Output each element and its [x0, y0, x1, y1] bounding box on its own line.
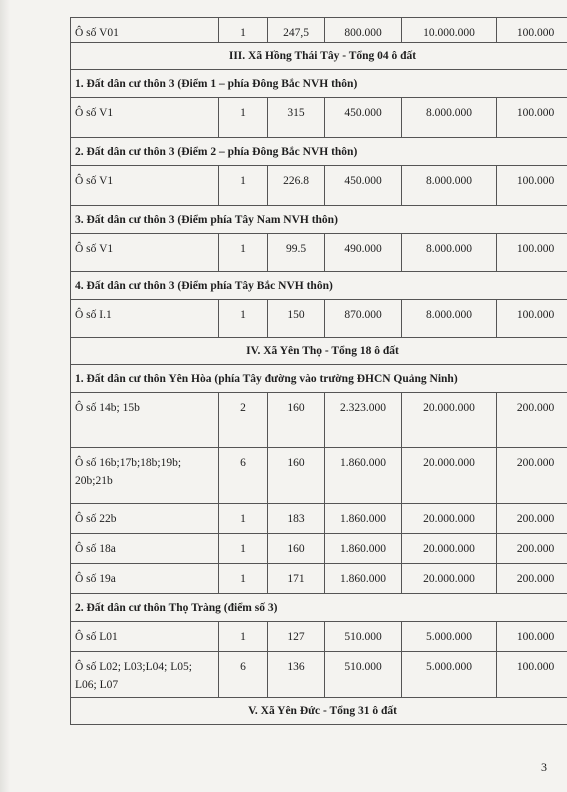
table-row: [71, 393, 567, 448]
fee-cell: 100.000: [497, 234, 567, 272]
deposit-cell: 5.000.000: [402, 652, 497, 698]
lot-name-cell: Ô số I.1: [71, 300, 219, 338]
fee-cell: 200.000: [497, 504, 567, 534]
lot-name-cell: Ô số L01: [71, 622, 219, 652]
deposit-cell: 8.000.000: [402, 300, 497, 338]
subsection-heading-row: [71, 138, 567, 166]
deposit-cell: 20.000.000: [402, 393, 497, 448]
subsection-heading-row: [71, 365, 567, 393]
subsection-heading: 1. Đất dân cư thôn 3 (Điểm 1 – phía Đông Bắc NVH thôn): [71, 70, 567, 98]
section-heading-row: [71, 698, 567, 725]
unit-price-cell: 1.860.000: [325, 534, 402, 564]
table-row: [71, 564, 567, 594]
lot-name-cell: Ô số 18a: [71, 534, 219, 564]
land-lot-table: [70, 17, 567, 725]
lot-count-cell: 1: [219, 504, 268, 534]
lot-count-cell: 1: [219, 534, 268, 564]
table-row: [71, 300, 567, 338]
lot-name-cell: Ô số V1: [71, 234, 219, 272]
subsection-heading: 2. Đất dân cư thôn 3 (Điểm 2 – phía Đông Bắc NVH thôn): [71, 138, 567, 166]
unit-price-cell: 1.860.000: [325, 564, 402, 594]
section-heading: V. Xã Yên Đức - Tổng 31 ô đất: [71, 698, 567, 725]
area-cell: 150: [268, 300, 325, 338]
deposit-cell: 20.000.000: [402, 504, 497, 534]
table-row: [71, 622, 567, 652]
fee-cell: 100.000: [497, 652, 567, 698]
area-cell: 183: [268, 504, 325, 534]
lot-name-cell: Ô số 22b: [71, 504, 219, 534]
lot-count-cell: 1: [219, 98, 268, 138]
table-row: [71, 504, 567, 534]
lot-count-cell: 1: [219, 234, 268, 272]
lot-count-cell: 1: [219, 300, 268, 338]
fee-cell: 100.000: [497, 300, 567, 338]
subsection-heading: 3. Đất dân cư thôn 3 (Điểm phía Tây Nam NVH thôn): [71, 206, 567, 234]
subsection-heading-row: [71, 206, 567, 234]
area-cell: 160: [268, 393, 325, 448]
area-cell: 315: [268, 98, 325, 138]
deposit-cell: 8.000.000: [402, 98, 497, 138]
table-row: [71, 166, 567, 206]
unit-price-cell: 490.000: [325, 234, 402, 272]
unit-price-cell: 1.860.000: [325, 448, 402, 504]
section-heading: III. Xã Hồng Thái Tây - Tổng 04 ô đất: [71, 43, 567, 70]
fee-cell: 100.000: [497, 166, 567, 206]
table-row: [71, 18, 567, 43]
subsection-heading: 2. Đất dân cư thôn Thọ Tràng (điểm số 3): [71, 594, 567, 622]
unit-price-cell: 510.000: [325, 652, 402, 698]
fee-cell: 200.000: [497, 393, 567, 448]
lot-count-cell: 1: [219, 622, 268, 652]
fee-cell: 100.000: [497, 18, 567, 43]
unit-price-cell: 450.000: [325, 98, 402, 138]
subsection-heading: 1. Đất dân cư thôn Yên Hòa (phía Tây đường vào trường ĐHCN Quảng Ninh): [71, 365, 567, 393]
fee-cell: 200.000: [497, 534, 567, 564]
lot-count-cell: 6: [219, 652, 268, 698]
lot-name-cell: Ô số V01: [71, 18, 219, 43]
table-row: [71, 98, 567, 138]
table-row: [71, 652, 567, 698]
unit-price-cell: 800.000: [325, 18, 402, 43]
lot-name-cell: Ô số V1: [71, 166, 219, 206]
lot-count-cell: 1: [219, 166, 268, 206]
page-number: 3: [541, 760, 547, 774]
page-edge-shadow: [0, 0, 10, 792]
lot-name-cell: Ô số 19a: [71, 564, 219, 594]
area-cell: 160: [268, 534, 325, 564]
deposit-cell: 20.000.000: [402, 564, 497, 594]
lot-count-cell: 1: [219, 18, 268, 43]
deposit-cell: 5.000.000: [402, 622, 497, 652]
area-cell: 127: [268, 622, 325, 652]
lot-name-cell: Ô số 16b;17b;18b;19b; 20b;21b: [71, 448, 219, 504]
deposit-cell: 20.000.000: [402, 534, 497, 564]
lot-count-cell: 6: [219, 448, 268, 504]
table-row: [71, 234, 567, 272]
lot-count-cell: 2: [219, 393, 268, 448]
deposit-cell: 10.000.000: [402, 18, 497, 43]
unit-price-cell: 510.000: [325, 622, 402, 652]
table-row: [71, 448, 567, 504]
lot-name-cell: Ô số L02; L03;L04; L05; L06; L07: [71, 652, 219, 698]
subsection-heading-row: [71, 70, 567, 98]
lot-count-cell: 1: [219, 564, 268, 594]
unit-price-cell: 1.860.000: [325, 504, 402, 534]
fee-cell: 200.000: [497, 448, 567, 504]
deposit-cell: 20.000.000: [402, 448, 497, 504]
deposit-cell: 8.000.000: [402, 166, 497, 206]
unit-price-cell: 870.000: [325, 300, 402, 338]
area-cell: 247,5: [268, 18, 325, 43]
section-heading: IV. Xã Yên Thọ - Tổng 18 ô đất: [71, 338, 567, 365]
fee-cell: 100.000: [497, 98, 567, 138]
area-cell: 136: [268, 652, 325, 698]
section-heading-row: [71, 43, 567, 70]
lot-name-cell: Ô số 14b; 15b: [71, 393, 219, 448]
area-cell: 226.8: [268, 166, 325, 206]
unit-price-cell: 450.000: [325, 166, 402, 206]
unit-price-cell: 2.323.000: [325, 393, 402, 448]
fee-cell: 200.000: [497, 564, 567, 594]
area-cell: 99.5: [268, 234, 325, 272]
subsection-heading-row: [71, 594, 567, 622]
subsection-heading: 4. Đất dân cư thôn 3 (Điểm phía Tây Bắc NVH thôn): [71, 272, 567, 300]
table-body: [71, 18, 567, 725]
area-cell: 160: [268, 448, 325, 504]
section-heading-row: [71, 338, 567, 365]
fee-cell: 100.000: [497, 622, 567, 652]
area-cell: 171: [268, 564, 325, 594]
table-row: [71, 534, 567, 564]
deposit-cell: 8.000.000: [402, 234, 497, 272]
subsection-heading-row: [71, 272, 567, 300]
lot-name-cell: Ô số V1: [71, 98, 219, 138]
